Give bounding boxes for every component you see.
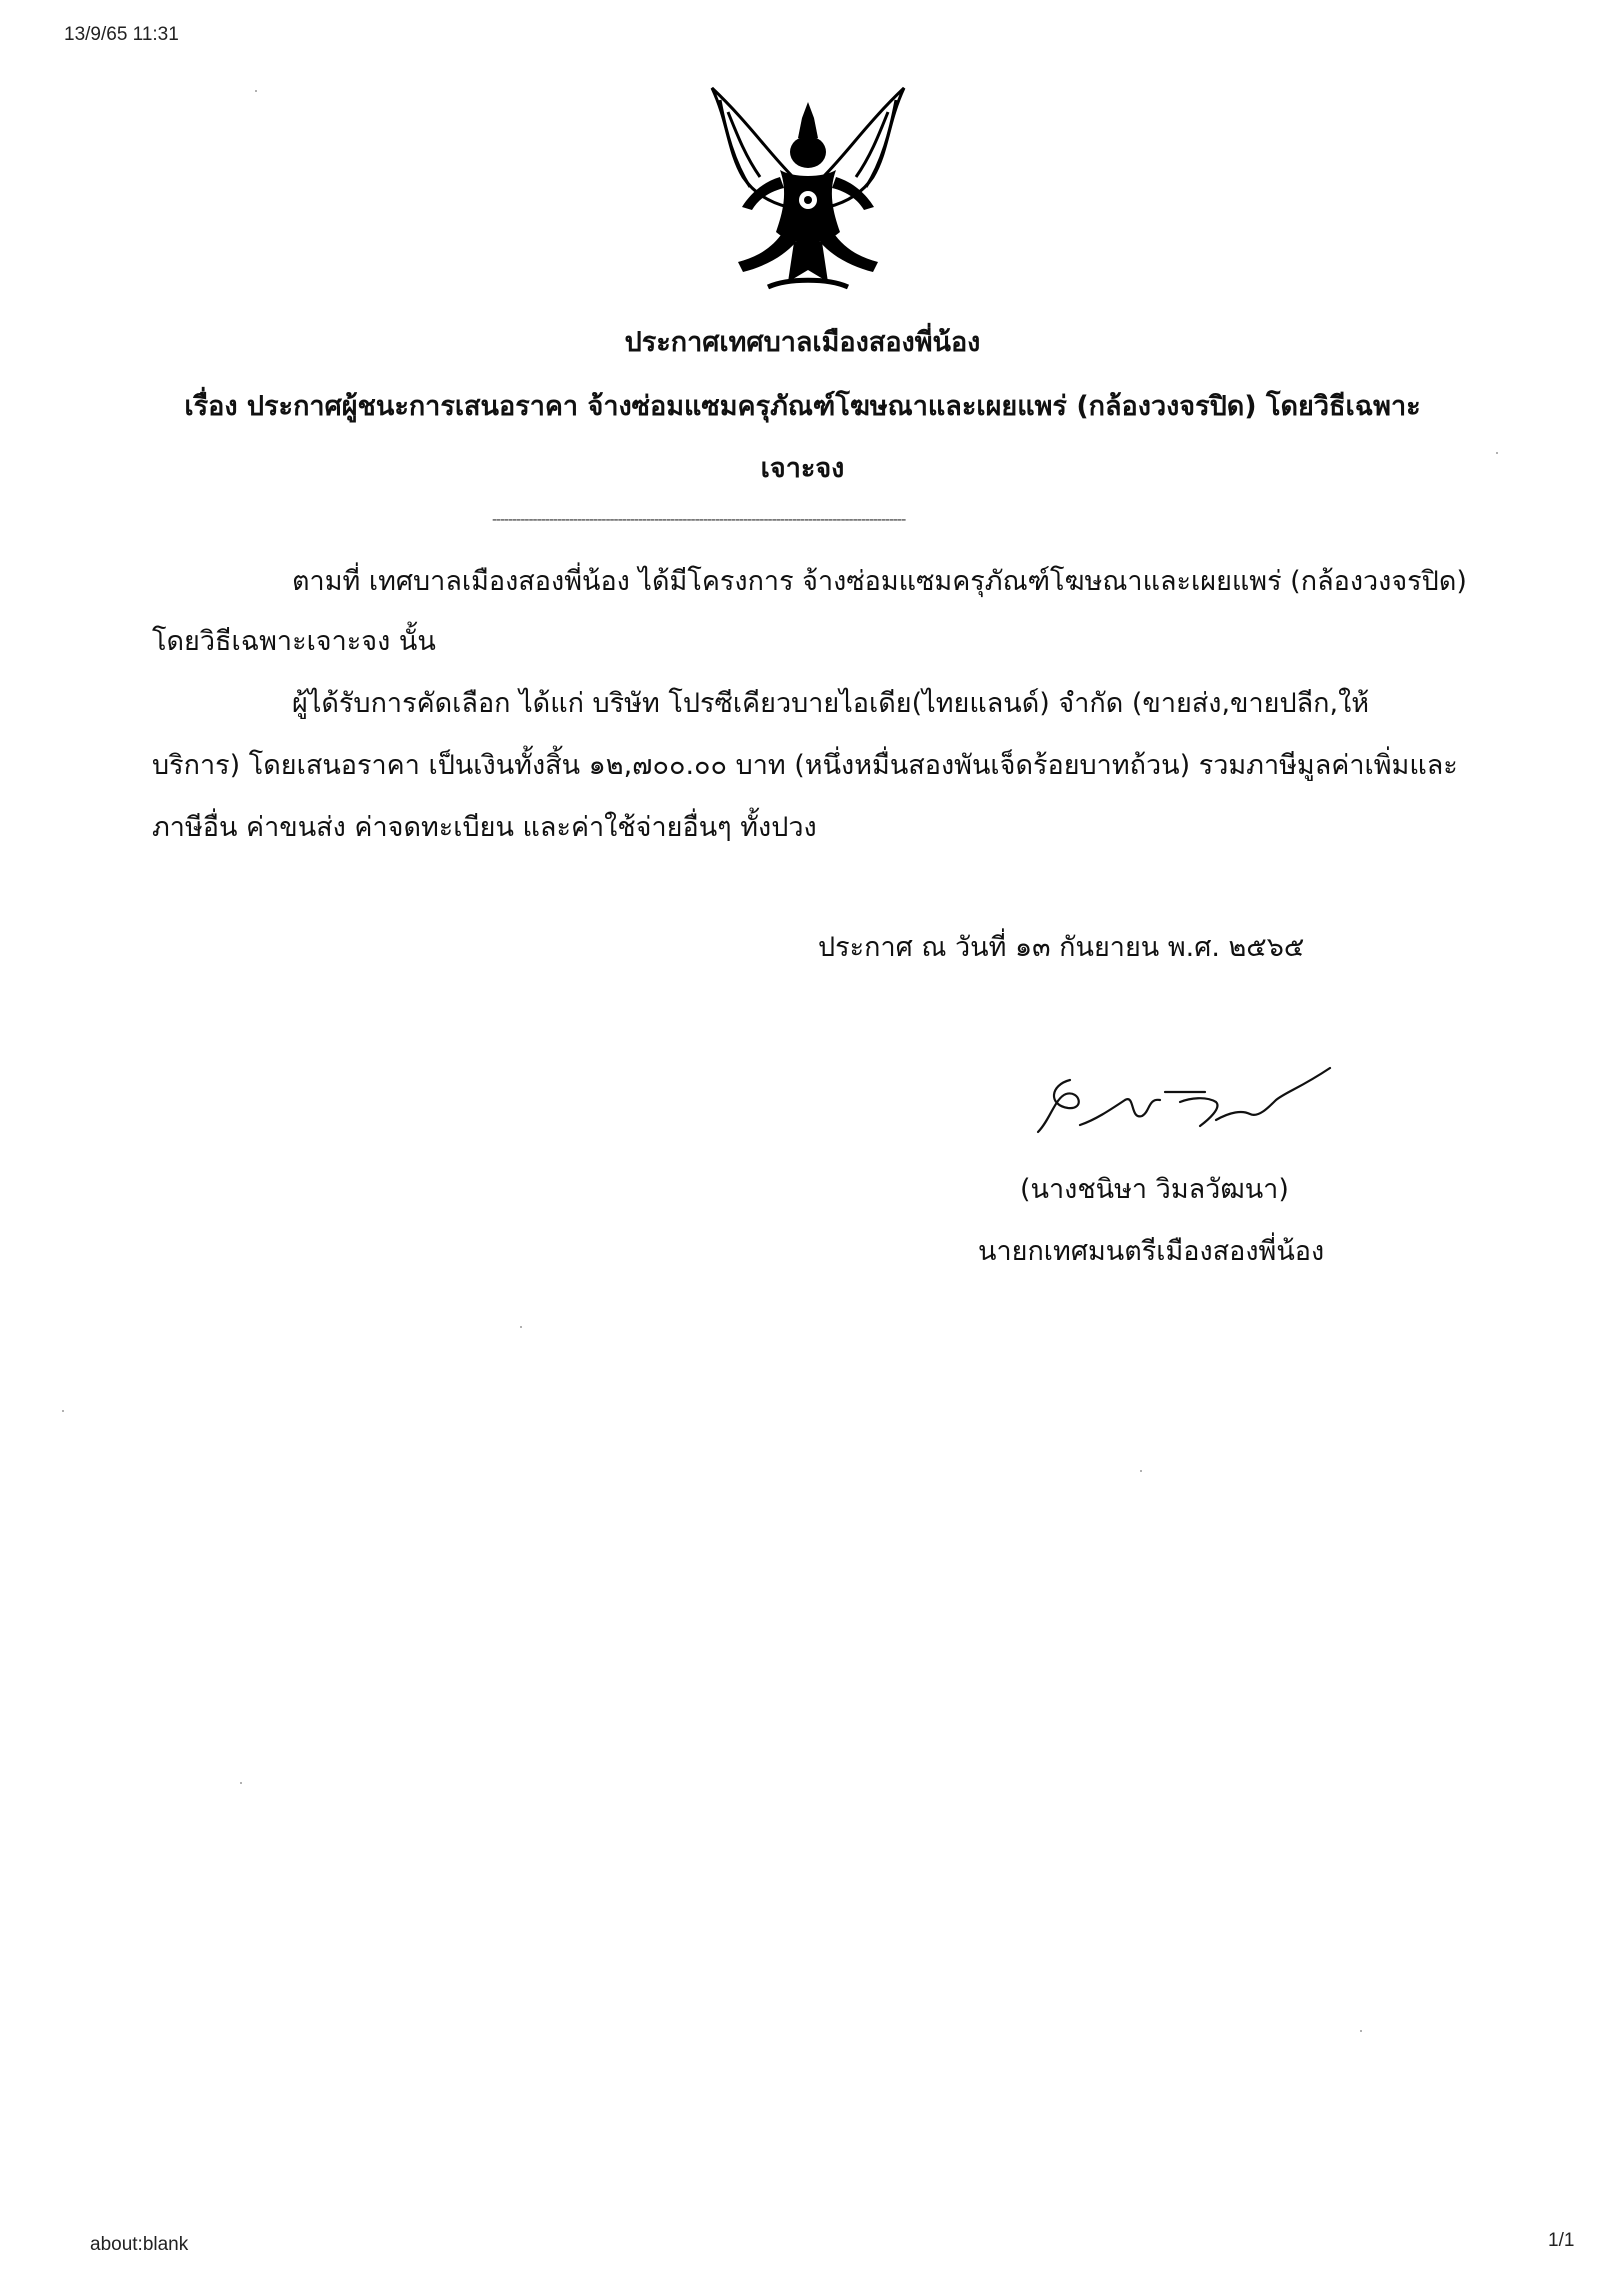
signature-icon <box>1030 1050 1350 1160</box>
signatory-name: (นางชนิษา วิมลวัฒนา) <box>1020 1174 1289 1205</box>
scan-speck <box>1140 1470 1142 1472</box>
para1-line1: ตามที่ เทศบาลเมืองสองพี่น้อง ได้มีโครงการ จ้างซ่อมแซมครุภัณฑ์โฆษณาและเผยแพร่ (กล้องวงจรปิด) <box>292 566 1467 597</box>
scan-speck <box>1360 2030 1362 2032</box>
scan-speck <box>1496 452 1498 454</box>
para2-line2: บริการ) โดยเสนอราคา เป็นเงินทั้งสิ้น ๑๒,๗๐๐.๐๐ บาท (หนึ่งหมื่นสองพันเจ็ดร้อยบาทถ้วน) รวมภาษีมูลค่าเพิ่มและ <box>152 750 1458 781</box>
para2-line1: ผู้ได้รับการคัดเลือก ได้แก่ บริษัท โปรซีเคียวบายไอเดีย(ไทยแลนด์) จำกัด (ขายส่ง,ขายปลีก,ให้ <box>292 688 1370 719</box>
print-url: about:blank <box>90 2234 189 2255</box>
scan-speck <box>240 1782 242 1784</box>
para2-line3: ภาษีอื่น ค่าขนส่ง ค่าจดทะเบียน และค่าใช้จ่ายอื่นๆ ทั้งปวง <box>152 812 817 843</box>
garuda-emblem-icon <box>698 82 918 304</box>
document-issuer: ประกาศเทศบาลเมืองสองพี่น้อง <box>624 327 981 358</box>
title-separator: ------------------------------------------------------------------------------------------------------ <box>492 512 906 528</box>
print-page-number: 1/1 <box>1548 2230 1575 2251</box>
scan-speck <box>62 1410 64 1412</box>
document-subject-line2: เจาะจง <box>760 453 845 484</box>
signatory-title: นายกเทศมนตรีเมืองสองพี่น้อง <box>978 1236 1325 1267</box>
print-timestamp: 13/9/65 11:31 <box>64 24 179 45</box>
document-subject-line1: เรื่อง ประกาศผู้ชนะการเสนอราคา จ้างซ่อมแซมครุภัณฑ์โฆษณาและเผยแพร่ (กล้องวงจรปิด) โดยวิธีเฉพาะ <box>184 391 1421 422</box>
scan-speck <box>520 1326 522 1328</box>
para1-line2: โดยวิธีเฉพาะเจาะจง นั้น <box>152 626 436 657</box>
scan-speck <box>255 90 257 92</box>
announcement-date: ประกาศ ณ วันที่ ๑๓ กันยายน พ.ศ. ๒๕๖๕ <box>818 932 1305 963</box>
